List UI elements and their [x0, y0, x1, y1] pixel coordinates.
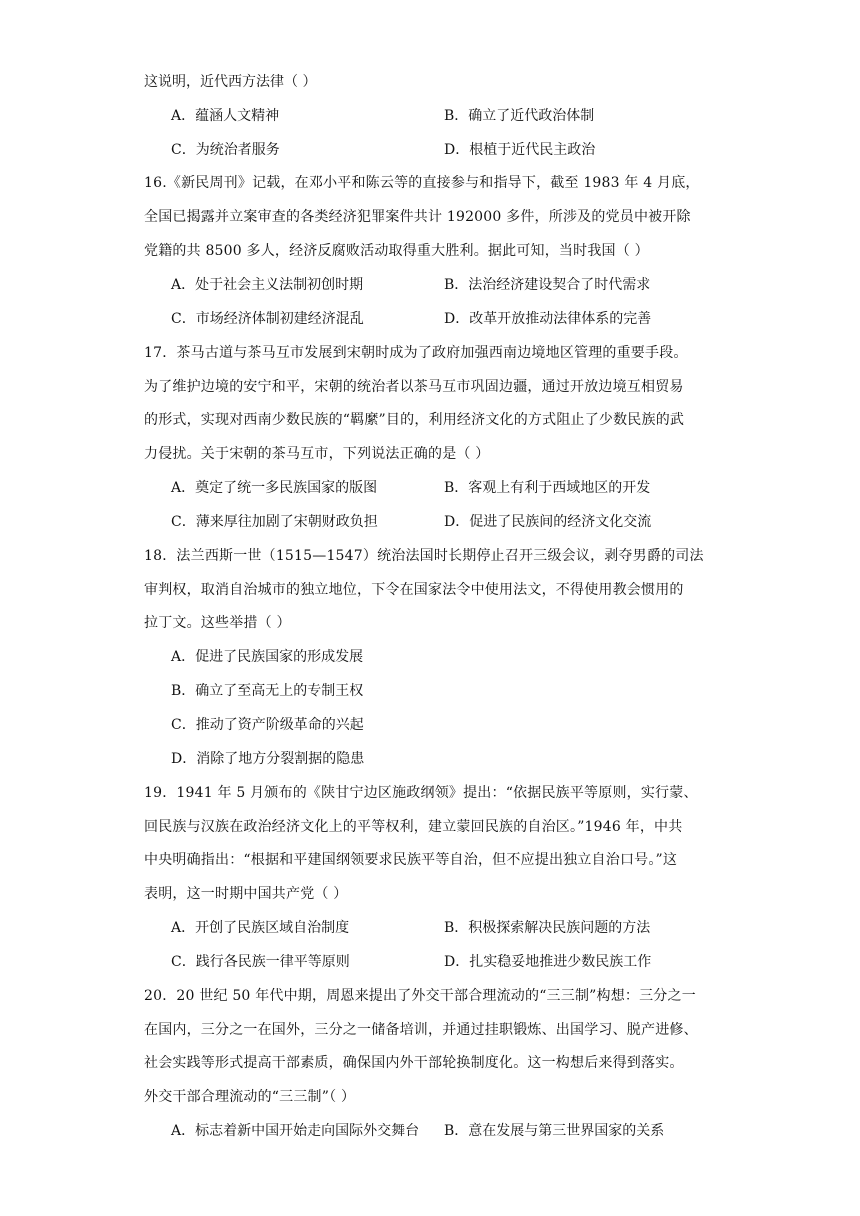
- question-16-stem-line-3: 党籍的共 8500 多人，经济反腐败活动取得重大胜利。据此可知，当时我国（ ）: [144, 243, 649, 259]
- question-17-stem-line-4: 力侵扰。关于宋朝的茶马互市，下列说法正确的是（ ）: [144, 446, 490, 462]
- question-17-option-b: B．客观上有利于西域地区的开发: [444, 480, 651, 496]
- question-20-stem-line-2: 在国内，三分之一在国外，三分之一储备培训，并通过挂职锻炼、出国学习、脱产进修、: [144, 1022, 698, 1038]
- question-15-option-a: A．蕴涵人文精神: [171, 108, 280, 124]
- question-19-stem-line-3: 中央明确指出：“根据和平建国纲领要求民族平等自治，但不应提出独立自治口号。”这: [144, 852, 678, 868]
- question-16-option-d: D．改革开放推动法律体系的完善: [444, 311, 652, 327]
- question-20-stem-line-3: 社会实践等形式提高干部素质，确保国内外干部轮换制度化。这一构想后来得到落实。: [144, 1055, 684, 1071]
- question-15-option-c: C．为统治者服务: [171, 142, 280, 158]
- question-18-stem-line-2: 审判权，取消自治城市的独立地位，下令在国家法令中使用法文，不得使用教会惯用的: [144, 582, 684, 598]
- question-16-option-c: C．市场经济体制初建经济混乱: [171, 311, 364, 327]
- question-19-option-c: C．践行各民族一律平等原则: [171, 954, 350, 970]
- question-16-option-b: B．法治经济建设契合了时代需求: [444, 277, 651, 293]
- question-15-option-b: B．确立了近代政治体制: [444, 108, 595, 124]
- question-16-stem-line-1: 16.《新民周刊》记载，在邓小平和陈云等的直接参与和指导下，截至 1983 年 4 月底，: [144, 175, 700, 191]
- question-17-stem-line-1: 17．茶马古道与茶马互市发展到宋朝时成为了政府加强西南边境地区管理的重要手段。: [144, 345, 688, 361]
- question-19-option-d: D．扎实稳妥地推进少数民族工作: [444, 954, 652, 970]
- question-17-option-a: A．奠定了统一多民族国家的版图: [171, 480, 378, 496]
- question-15-stem-tail: 这说明，近代西方法律（ ）: [144, 74, 317, 90]
- question-19-option-b: B．积极探索解决民族问题的方法: [444, 920, 651, 936]
- question-20-option-a: A．标志着新中国开始走向国际外交舞台: [171, 1123, 420, 1139]
- question-20-stem-line-4: 外交干部合理流动的“三三制”（ ）: [144, 1089, 356, 1105]
- question-19-stem-line-1: 19．1941 年 5 月颁布的《陕甘宁边区施政纲领》提出：“依据民族平等原则，实行蒙、: [144, 785, 698, 801]
- question-17-stem-line-3: 的形式，实现对西南少数民族的“羁縻”目的，利用经济文化的方式阻止了少数民族的武: [144, 412, 685, 428]
- question-19-stem-line-4: 表明，这一时期中国共产党（ ）: [144, 886, 348, 902]
- question-17-stem-line-2: 为了维护边境的安宁和平，宋朝的统治者以茶马互市巩固边疆，通过开放边境互相贸易: [144, 379, 684, 395]
- question-15-option-d: D．根植于近代民主政治: [444, 142, 596, 158]
- question-16-stem-line-2: 全国已揭露并立案审查的各类经济犯罪案件共计 192000 多件，所涉及的党员中被开除: [144, 209, 691, 225]
- question-20-option-b: B．意在发展与第三世界国家的关系: [444, 1123, 665, 1139]
- question-18-stem-line-1: 18．法兰西斯一世（1515—1547）统治法国时长期停止召开三级会议，剥夺男爵的司法: [144, 548, 704, 564]
- question-17-option-d: D．促进了民族间的经济文化交流: [444, 514, 652, 530]
- question-18-option-d: D．消除了地方分裂割据的隐患: [171, 751, 365, 767]
- question-17-option-c: C．薄来厚往加剧了宋朝财政负担: [171, 514, 378, 530]
- question-18-option-a: A．促进了民族国家的形成发展: [171, 649, 364, 665]
- question-20-stem-line-1: 20．20 世纪 50 年代中期，周恩来提出了外交干部合理流动的“三三制”构想：三分之一: [144, 988, 696, 1004]
- question-19-option-a: A．开创了民族区域自治制度: [171, 920, 350, 936]
- question-16-option-a: A．处于社会主义法制初创时期: [171, 277, 364, 293]
- question-19-stem-line-2: 回民族与汉族在政治经济文化上的平等权利，建立蒙回民族的自治区。”1946 年，中共: [144, 819, 683, 835]
- question-18-option-b: B．确立了至高无上的专制王权: [171, 683, 364, 699]
- question-18-option-c: C．推动了资产阶级革命的兴起: [171, 717, 364, 733]
- question-18-stem-line-3: 拉丁文。这些举措（ ）: [144, 615, 291, 631]
